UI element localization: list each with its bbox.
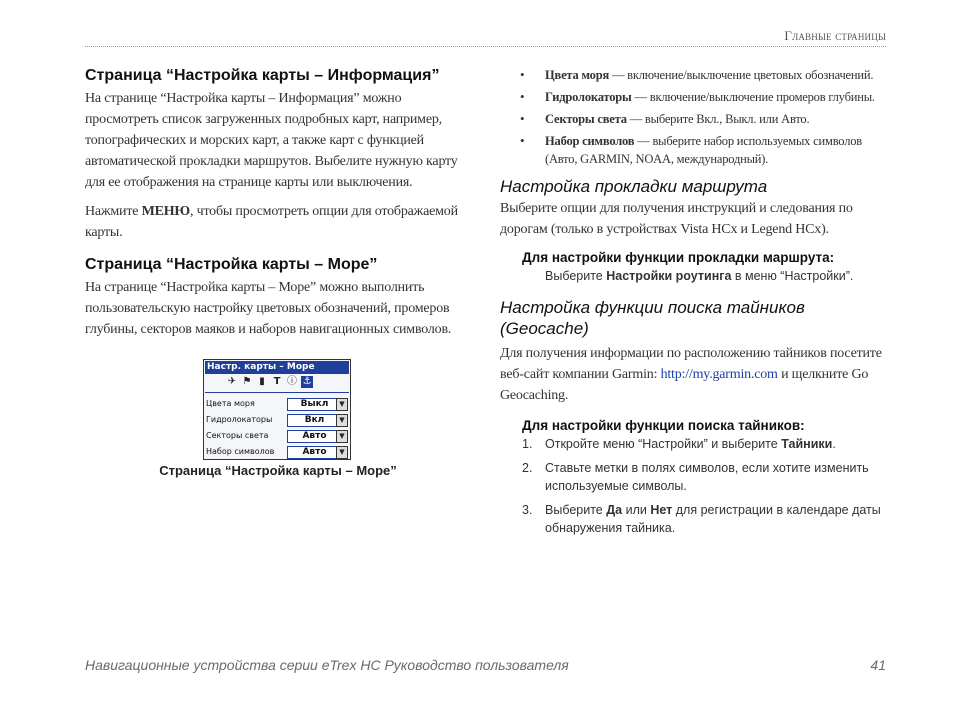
step-number: 2. [522,461,533,475]
routing-instruction [500,267,890,285]
geocache-paragraph [500,343,890,406]
step-bold-2: Нет [650,503,673,517]
menu-key: МЕНЮ [141,204,190,219]
device-tab-icons [226,376,313,390]
flag-icon[interactable]: ▮ [259,376,265,387]
geocache-text-pre: Для получения информации по расположению тайников посетите веб-сайт компании Garmin: [500,346,882,382]
right-column [500,66,890,543]
step-text-post: для регистрации в календаре даты обнаружения тайника. [545,503,881,535]
bullet-text: — включение/выключение промеров глубины. [631,90,875,104]
device-row-label: Набор символов [206,447,275,456]
bullet-icon: • [520,89,525,104]
step-text-post: . [832,437,836,451]
device-row-sea-colors[interactable] [206,397,348,411]
list-item [500,66,890,84]
device-row-value[interactable]: Вкл [287,414,342,427]
step-text: Ставьте метки в полях символов, если хотите изменить используемые символы. [545,461,869,493]
header-title: Главные страницы [784,28,886,43]
device-row-value[interactable]: Авто [287,446,342,459]
list-item [500,132,890,168]
page-number: 41 [870,657,886,673]
bullet-term: Набор символов [545,134,635,148]
chevron-down-icon[interactable]: ▼ [336,446,348,459]
step-text-mid: или [622,503,651,517]
left-column [85,66,471,340]
bullet-term: Цвета моря [545,68,610,82]
step-bold: Да [606,503,623,517]
section-title-geocache: Настройка функции поиска тайников (Geocache) [500,298,805,338]
list-item [500,435,890,453]
text-icon[interactable]: T [273,376,281,387]
device-row-light-sectors[interactable] [206,429,348,443]
device-row-sonar[interactable] [206,413,348,427]
marine-options-list [500,66,890,168]
chevron-down-icon[interactable]: ▼ [336,414,348,427]
device-row-value[interactable]: Авто [287,430,342,443]
section-title-map-info: Страница “Настройка карты – Информация” [85,67,440,84]
routing-subheading: Для настройки функции прокладки маршрута: [522,250,835,265]
chevron-down-icon[interactable]: ▼ [336,430,348,443]
routing-instr-pre: Выберите [545,269,607,283]
geocache-steps [500,435,890,537]
bullet-icon: • [520,133,525,148]
routing-instr-post: в меню “Настройки”. [731,269,854,283]
device-divider [205,392,349,393]
bullet-text: — выберите набор используемых символов (Авто, GARMIN, NOAA, международный). [545,134,862,166]
list-item [500,88,890,106]
map-marine-paragraph: На странице “Настройка карты – Море” можно выполнить пользовательскую настройку цветовых обозначений, промеров глубины, секторов маяков и наборов навигационных символов. [85,280,452,337]
device-row-label: Гидролокаторы [206,415,273,424]
bullet-term: Секторы света [545,112,627,126]
map-info-paragraph: На странице “Настройка карты – Информация” можно просмотреть список загруженных подробных карт, например, топографических и морских карт, а также карт с функцией автоматической прокладки маршрутов. Выбелите нужную карту для ее отображения на странице карты или выключения. [85,91,458,190]
device-row-value[interactable]: Выкл [287,398,342,411]
page-footer [85,657,886,673]
device-row-label: Цвета моря [206,399,255,408]
bullet-icon: • [520,111,525,126]
map-info-menu-paragraph [85,201,471,243]
step-text: Откройте меню “Настройки” и выберите [545,437,782,451]
device-title-bar: Настр. карты – Море [205,361,349,374]
route-icon[interactable]: ⚑ [242,376,252,387]
device-screen [203,359,351,460]
anchor-icon[interactable]: ⚓ [302,376,312,387]
map-icon[interactable]: ✈ [227,376,237,387]
section-title-map-marine: Страница “Настройка карты – Море” [85,256,378,273]
step-bold: Тайники [781,437,833,451]
footer-text: Навигационные устройства серии eTrex HC Руководство пользователя [85,657,569,673]
menu-text-post: , чтобы просмотреть опции для отображаемой карты. [85,204,458,240]
list-item [500,110,890,128]
step-number: 3. [522,503,533,517]
page-header [85,22,886,47]
geocache-text-post: и щелкните Go Geocaching. [500,367,869,403]
bullet-text: — включение/выключение цветовых обозначений. [609,68,874,82]
device-row-symbol-set[interactable] [206,445,348,459]
step-number: 1. [522,437,533,451]
chevron-down-icon[interactable]: ▼ [336,398,348,411]
bullet-text: — выберите Вкл., Выкл. или Авто. [626,112,810,126]
menu-text-pre: Нажмите [85,204,142,219]
section-title-routing: Настройка прокладки маршрута [500,177,768,196]
bullet-icon: • [520,67,525,82]
figure-caption: Страница “Настройка карты – Море” [159,463,397,478]
routing-instr-bold: Настройки роутинга [606,269,732,283]
device-row-label: Секторы света [206,431,269,440]
bullet-term: Гидролокаторы [545,90,632,104]
garmin-website-link[interactable]: http://my.garmin.com [660,367,778,382]
list-item [500,459,890,495]
step-text: Выберите [545,503,607,517]
routing-paragraph: Выберите опции для получения инструкций и следования по дорогам (только в устройствах Vista HCx и Legend HCx). [500,201,853,237]
geocache-subheading: Для настройки функции поиска тайников: [522,418,805,433]
info-icon[interactable]: ⓘ [287,376,297,387]
list-item [500,501,890,537]
